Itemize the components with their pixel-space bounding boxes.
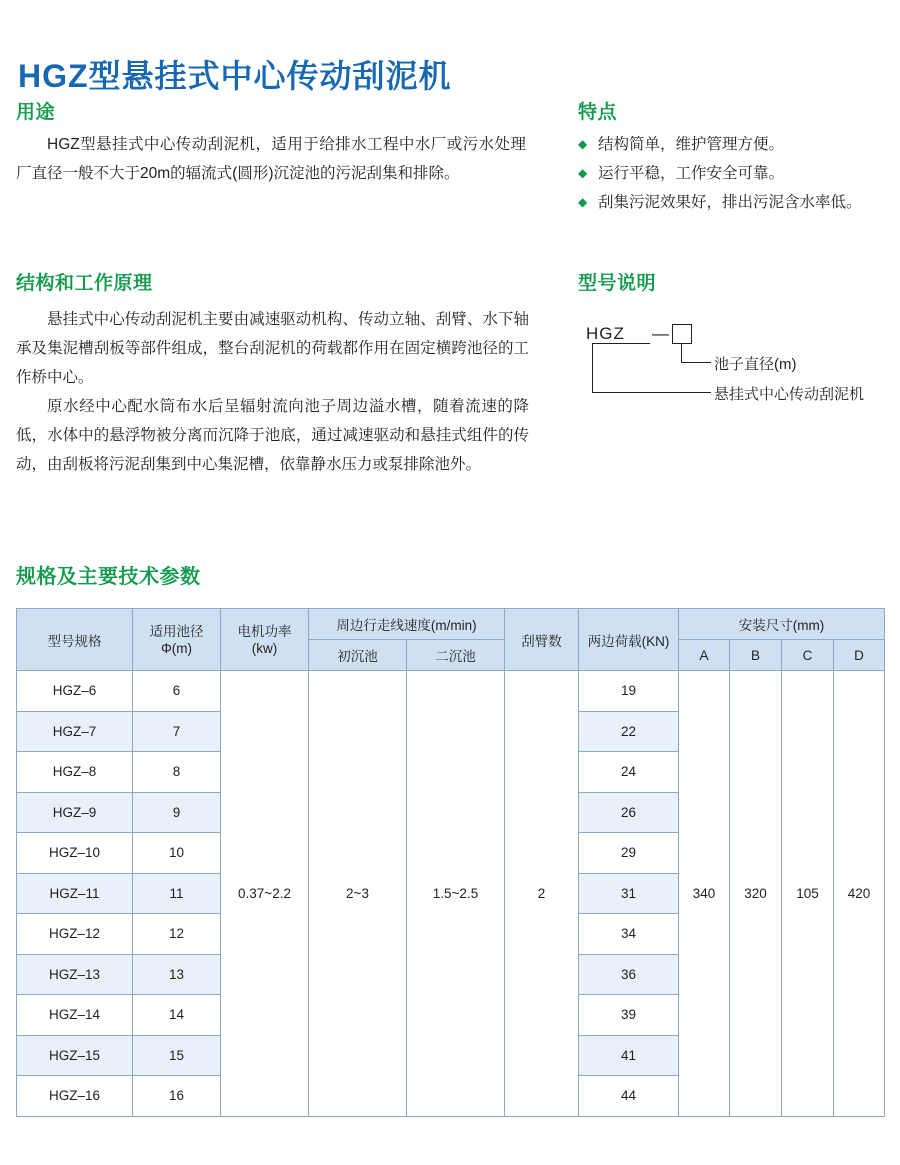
cell-a: 340 — [679, 671, 730, 1117]
cell-speed-secondary: 1.5~2.5 — [407, 671, 505, 1117]
col-header-speed-group: 周边行走线速度(m/min) — [309, 609, 505, 640]
list-item — [578, 130, 888, 159]
cell-diameter: 14 — [133, 995, 221, 1036]
leader-line-horizontal-1 — [681, 362, 711, 363]
cell-load: 29 — [579, 833, 679, 874]
diamond-bullet-icon: ◆ — [578, 195, 588, 209]
diamond-bullet-icon: ◆ — [578, 166, 588, 180]
cell-load: 36 — [579, 954, 679, 995]
list-item — [578, 159, 888, 188]
section-heading-features: 特点 — [578, 102, 618, 123]
diamond-bullet-icon: ◆ — [578, 137, 588, 151]
cell-model: HGZ–15 — [17, 1035, 133, 1076]
cell-diameter: 12 — [133, 914, 221, 955]
cell-model: HGZ–8 — [17, 752, 133, 793]
feature-label: 结构简单，维护管理方便。 — [598, 136, 785, 153]
feature-label: 运行平稳，工作安全可靠。 — [598, 165, 785, 182]
cell-arms: 2 — [505, 671, 579, 1117]
feature-label: 刮集污泥效果好，排出污泥含水率低。 — [598, 194, 862, 211]
col-header-diameter — [133, 609, 221, 671]
spec-table-head — [17, 609, 885, 671]
cell-load: 44 — [579, 1076, 679, 1117]
section-heading-spec: 规格及主要技术参数 — [16, 566, 201, 588]
cell-diameter: 16 — [133, 1076, 221, 1117]
col-header-power-line2: (kw) — [251, 640, 278, 656]
cell-diameter: 10 — [133, 833, 221, 874]
cell-model: HGZ–13 — [17, 954, 133, 995]
model-code-dash: — — [652, 324, 669, 343]
section-body-use — [16, 130, 526, 188]
cell-load: 39 — [579, 995, 679, 1036]
page-title: HGZ型悬挂式中心传动刮泥机 — [18, 58, 452, 95]
spec-table-body — [17, 671, 885, 1117]
col-header-power-line1: 电机功率 — [237, 623, 292, 639]
cell-c: 105 — [782, 671, 834, 1117]
col-header-diameter-line2: Φ(m) — [160, 640, 192, 656]
col-header-c: C — [782, 640, 834, 671]
leader-line-vertical-1 — [681, 343, 682, 363]
col-header-model: 型号规格 — [17, 609, 133, 671]
model-label-diameter: 池子直径(m) — [714, 356, 797, 373]
section-heading-model: 型号说明 — [578, 273, 657, 294]
col-header-load: 两边荷载(KN) — [579, 609, 679, 671]
cell-diameter: 9 — [133, 792, 221, 833]
model-label-type: 悬挂式中心传动刮泥机 — [714, 386, 865, 403]
cell-load: 31 — [579, 873, 679, 914]
cell-model: HGZ–6 — [17, 671, 133, 712]
model-code-placeholder-box — [672, 324, 692, 344]
cell-model: HGZ–14 — [17, 995, 133, 1036]
leader-line-horizontal-2 — [592, 392, 711, 393]
cell-diameter: 7 — [133, 711, 221, 752]
col-header-diameter-line1: 适用池径 — [149, 623, 204, 639]
cell-diameter: 6 — [133, 671, 221, 712]
col-header-speed-secondary: 二沉池 — [407, 640, 505, 671]
leader-line-horizontal-top — [592, 343, 650, 344]
cell-speed-primary: 2~3 — [309, 671, 407, 1117]
section-body-structure — [16, 305, 529, 479]
table-row — [17, 671, 885, 712]
cell-load: 41 — [579, 1035, 679, 1076]
cell-power: 0.37~2.2 — [221, 671, 309, 1117]
col-header-arms: 刮臂数 — [505, 609, 579, 671]
cell-b: 320 — [730, 671, 782, 1117]
col-header-b: B — [730, 640, 782, 671]
list-item — [578, 188, 888, 217]
cell-load: 22 — [579, 711, 679, 752]
col-header-speed-primary: 初沉池 — [309, 640, 407, 671]
cell-model: HGZ–9 — [17, 792, 133, 833]
col-header-power — [221, 609, 309, 671]
cell-load: 24 — [579, 752, 679, 793]
cell-load: 34 — [579, 914, 679, 955]
cell-load: 26 — [579, 792, 679, 833]
section-heading-structure: 结构和工作原理 — [16, 273, 153, 294]
col-header-install-group: 安装尺寸(mm) — [679, 609, 885, 640]
spec-table — [16, 608, 885, 1117]
cell-diameter: 15 — [133, 1035, 221, 1076]
cell-model: HGZ–11 — [17, 873, 133, 914]
features-list — [578, 130, 888, 217]
section-heading-use: 用途 — [16, 102, 56, 123]
model-code-diagram — [578, 310, 893, 420]
spec-table-wrapper — [16, 608, 884, 1117]
cell-model: HGZ–10 — [17, 833, 133, 874]
cell-d: 420 — [834, 671, 885, 1117]
model-code-prefix: HGZ — [586, 324, 625, 343]
cell-model: HGZ–16 — [17, 1076, 133, 1117]
structure-paragraph-1: 悬挂式中心传动刮泥机主要由减速驱动机构、传动立轴、刮臂、水下轴承及集泥槽刮板等部件组成，整台刮泥机的荷载都作用在固定横跨池径的工作桥中心。 — [16, 311, 529, 386]
cell-model: HGZ–7 — [17, 711, 133, 752]
cell-model: HGZ–12 — [17, 914, 133, 955]
cell-diameter: 11 — [133, 873, 221, 914]
cell-diameter: 13 — [133, 954, 221, 995]
col-header-a: A — [679, 640, 730, 671]
structure-paragraph-2: 原水经中心配水筒布水后呈辐射流向池子周边溢水槽，随着流速的降低，水体中的悬浮物被分离而沉降于池底，通过减速驱动和悬挂式组件的传动，由刮板将污泥刮集到中心集泥槽，依靠静水压力或泵排除池外。 — [16, 398, 529, 473]
leader-line-vertical-2 — [592, 343, 593, 393]
cell-load: 19 — [579, 671, 679, 712]
cell-diameter: 8 — [133, 752, 221, 793]
use-paragraph: HGZ型悬挂式中心传动刮泥机，适用于给排水工程中水厂或污水处理厂直径一般不大于20m的辐流式(圆形)沉淀池的污泥刮集和排除。 — [16, 136, 526, 182]
col-header-d: D — [834, 640, 885, 671]
